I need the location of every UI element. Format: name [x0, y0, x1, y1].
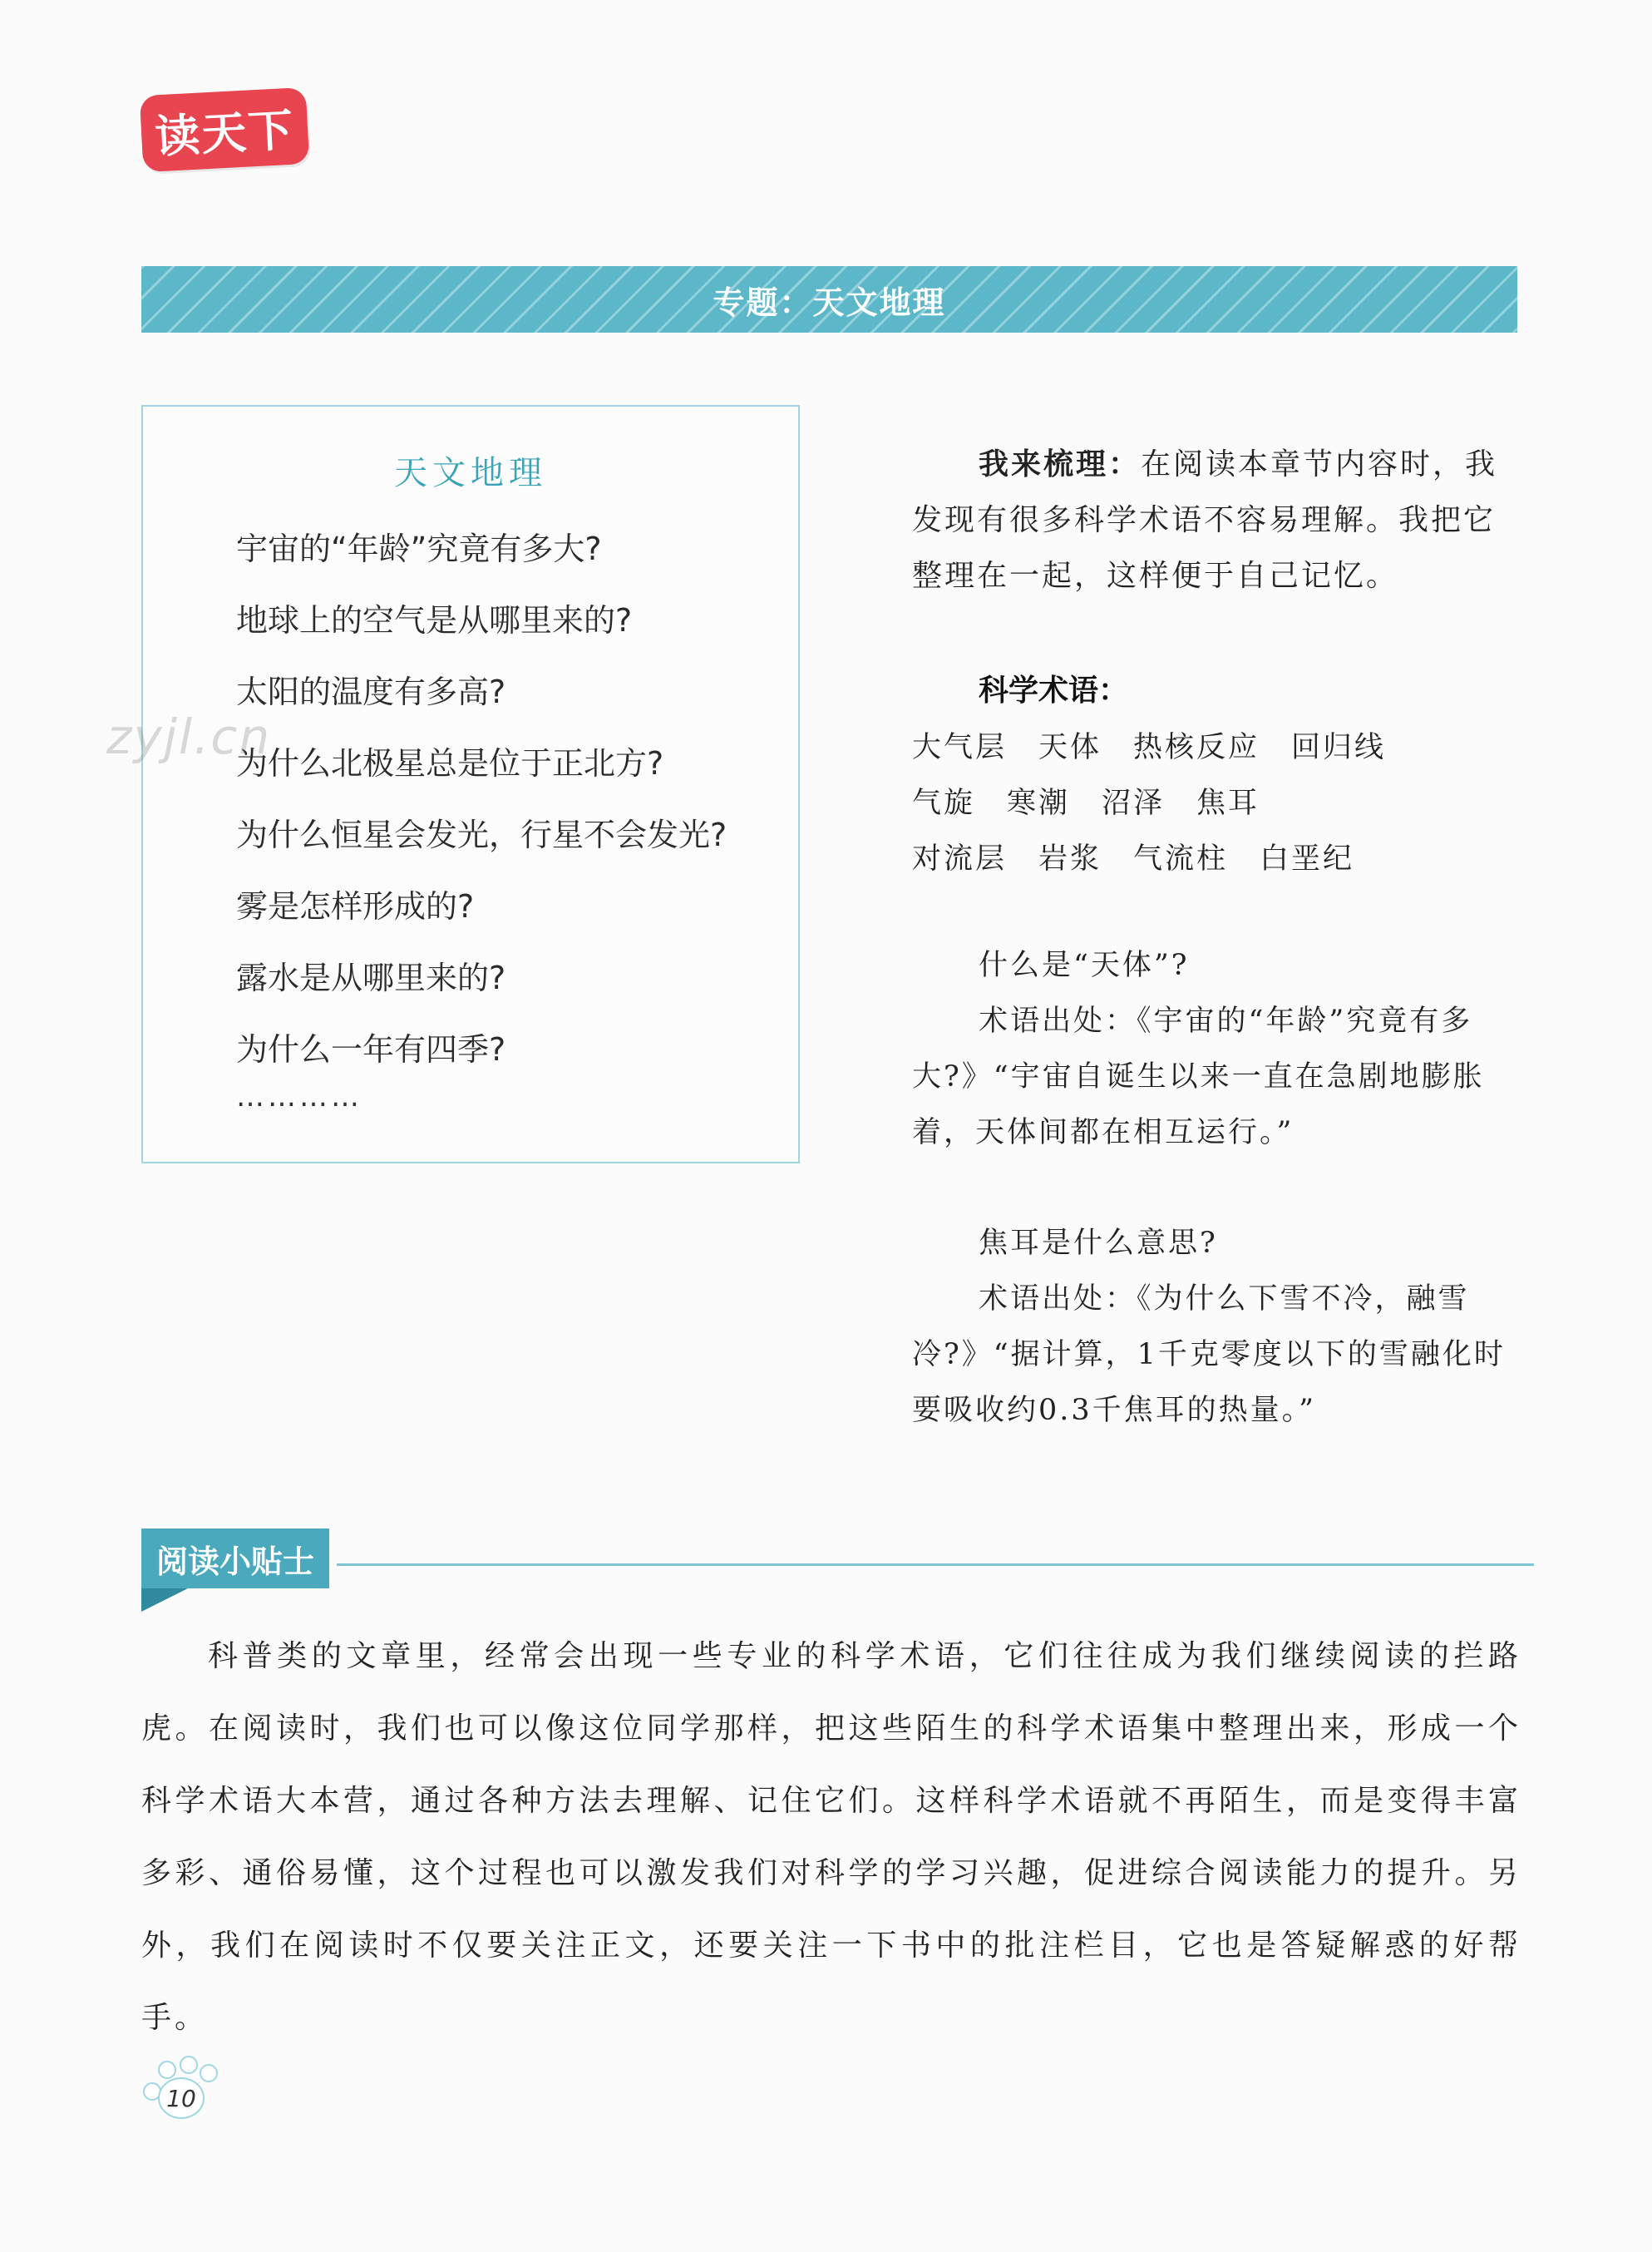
term: 天体 — [1038, 731, 1102, 764]
term-question: 焦耳是什么意思? — [979, 1227, 1218, 1260]
summary-label: 我来梳理： — [979, 447, 1142, 482]
list-item: 雾是怎样形成的? — [236, 888, 475, 925]
page-number: 10 — [158, 2077, 205, 2119]
paw-dot-icon — [180, 2056, 198, 2074]
summary-section — [912, 437, 1519, 604]
terms-heading: 科学术语： — [979, 674, 1129, 708]
term-source: 术语出处：《为什么下雪不冷，融雪冷?》“据计算，1千克零度以下的雪融化时要吸收约0.3千焦耳的热量。” — [912, 1282, 1506, 1427]
term: 大气层 — [912, 731, 1008, 764]
question-box-ellipsis: ………… — [236, 1080, 362, 1114]
reading-tip-heading: 阅读小贴士 — [141, 1528, 329, 1588]
summary-paragraph — [912, 437, 1519, 604]
term: 气流柱 — [1133, 842, 1229, 876]
tip-divider — [337, 1563, 1534, 1566]
list-item: 为什么北极星总是位于正北方? — [236, 745, 664, 782]
terms-row — [912, 776, 1418, 832]
term: 气旋 — [912, 787, 976, 820]
terms-row — [912, 832, 1418, 887]
list-item: 为什么恒星会发光，行星不会发光? — [236, 817, 727, 853]
list-item: 露水是从哪里来的? — [236, 960, 506, 996]
term: 对流层 — [912, 842, 1008, 876]
terms-grid — [912, 720, 1418, 887]
paw-dot-icon — [200, 2064, 218, 2082]
page-number-badge — [140, 2054, 219, 2121]
paw-dot-icon — [158, 2061, 176, 2079]
list-item: 太阳的温度有多高? — [236, 674, 506, 710]
list-item: 为什么一年有四季? — [236, 1031, 506, 1068]
logo-badge: 读天下 — [140, 87, 310, 172]
term: 回归线 — [1291, 731, 1387, 764]
question-box-title: 天文地理 — [394, 454, 547, 492]
summary-text: 在阅读本章节内容时，我发现有很多科学术语不容易理解。我把它整理在一起，这样便于自己记忆。 — [912, 447, 1498, 593]
term: 焦耳 — [1196, 787, 1260, 820]
term: 寒潮 — [1007, 787, 1071, 820]
reading-tip-text: 科普类的文章里，经常会出现一些专业的科学术语，它们往往成为我们继续阅读的拦路虎。在阅读时，我们也可以像这位同学那样，把这些陌生的科学术语集中整理出来，形成一个科学术语大本营，通过各种方法去理解、记住它们。这样科学术语就不再陌生，而是变得丰富多彩、通俗易懂，这个过程也可以激发我们对科学的学习兴趣，促进综合阅读能力的提升。另外，我们在阅读时不仅要关注正文，还要关注一下书中的批注栏目，它也是答疑解惑的好帮手。 — [141, 1639, 1521, 2035]
reading-tip-tab-tail — [141, 1588, 188, 1612]
term-source: 术语出处：《宇宙的“年龄”究竟有多大?》“宇宙自诞生以来一直在急剧地膨胀着，天体间都在相互运行。” — [912, 1005, 1485, 1149]
question-list — [236, 513, 727, 1085]
term: 沼泽 — [1102, 787, 1166, 820]
list-item: 宇宙的“年龄”究竟有多大? — [236, 531, 602, 567]
watermark: zyjl.cn — [106, 709, 272, 765]
topic-banner: 专题：天文地理 — [141, 266, 1517, 333]
term: 岩浆 — [1038, 842, 1102, 876]
term-example — [912, 938, 1519, 1161]
term-question: 什么是“天体”? — [979, 949, 1190, 982]
term-example — [912, 1216, 1519, 1439]
term: 白垩纪 — [1260, 842, 1355, 876]
term: 热核反应 — [1133, 731, 1260, 764]
question-box — [141, 405, 800, 1163]
list-item: 地球上的空气是从哪里来的? — [236, 602, 633, 639]
terms-row — [912, 720, 1418, 776]
